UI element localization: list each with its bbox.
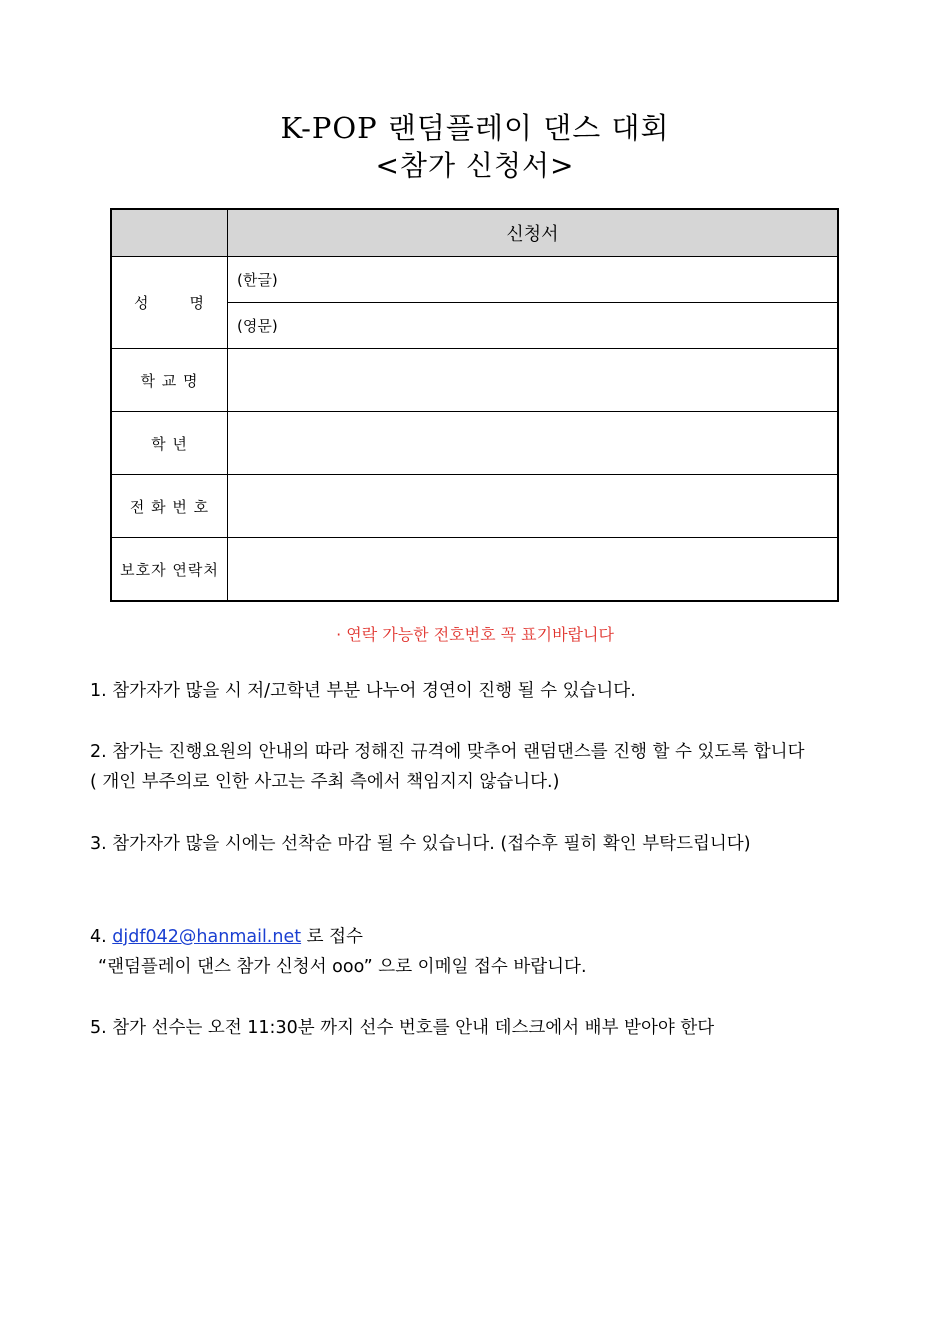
grade-field[interactable] [228, 412, 839, 475]
guardian-contact-field[interactable] [228, 538, 839, 602]
guardian-contact-label: 보호자 연락처 [111, 538, 228, 602]
grade-label: 학 년 [111, 412, 228, 475]
table-header-blank [111, 209, 228, 257]
rule-item-4-detail: “랜덤플레이 댄스 참가 신청서 ooo” 으로 이메일 접수 바랍니다. [98, 957, 587, 977]
phone-notice: · 연락 가능한 전호번호 꼭 표기바랍니다 [336, 625, 614, 644]
name-label-first: 성 [134, 294, 150, 312]
page-title: K-POP 랜덤플레이 댄스 대회 [280, 111, 670, 145]
name-label [111, 257, 228, 349]
rule-item-4-suffix: 로 접수 [301, 927, 363, 947]
phone-field[interactable] [228, 475, 839, 538]
school-field[interactable] [228, 349, 839, 412]
name-label-second: 명 [189, 294, 205, 312]
email-link[interactable]: djdf042@hanmail.net [112, 927, 302, 947]
school-label: 학 교 명 [111, 349, 228, 412]
application-form-table [110, 208, 839, 602]
page-subtitle: <참가 신청서> [375, 149, 575, 182]
rule-item-5: 5. 참가 선수는 오전 11:30분 까지 선수 번호를 안내 데스크에서 배부 받아야 한다 [90, 1018, 715, 1038]
table-header-title: 신청서 [228, 209, 839, 257]
name-korean-field[interactable]: (한글) [228, 257, 839, 303]
phone-label: 전 화 번 호 [111, 475, 228, 538]
rule-item-4 [90, 922, 363, 952]
rule-item-4-prefix: 4. [90, 927, 113, 947]
name-english-field[interactable]: (영문) [228, 303, 839, 349]
rule-item-2-note: ( 개인 부주의로 인한 사고는 주최 측에서 책임지지 않습니다.) [90, 772, 560, 792]
rule-item-2: 2. 참가는 진행요원의 안내의 따라 정해진 규격에 맞추어 랜덤댄스를 진행 할 수 있도록 합니다 [90, 742, 805, 762]
rule-item-1: 1. 참가자가 많을 시 저/고학년 부분 나누어 경연이 진행 될 수 있습니다. [90, 681, 636, 701]
rule-item-3: 3. 참가자가 많을 시에는 선착순 마감 될 수 있습니다. (접수후 필히 확인 부탁드립니다) [90, 834, 751, 854]
